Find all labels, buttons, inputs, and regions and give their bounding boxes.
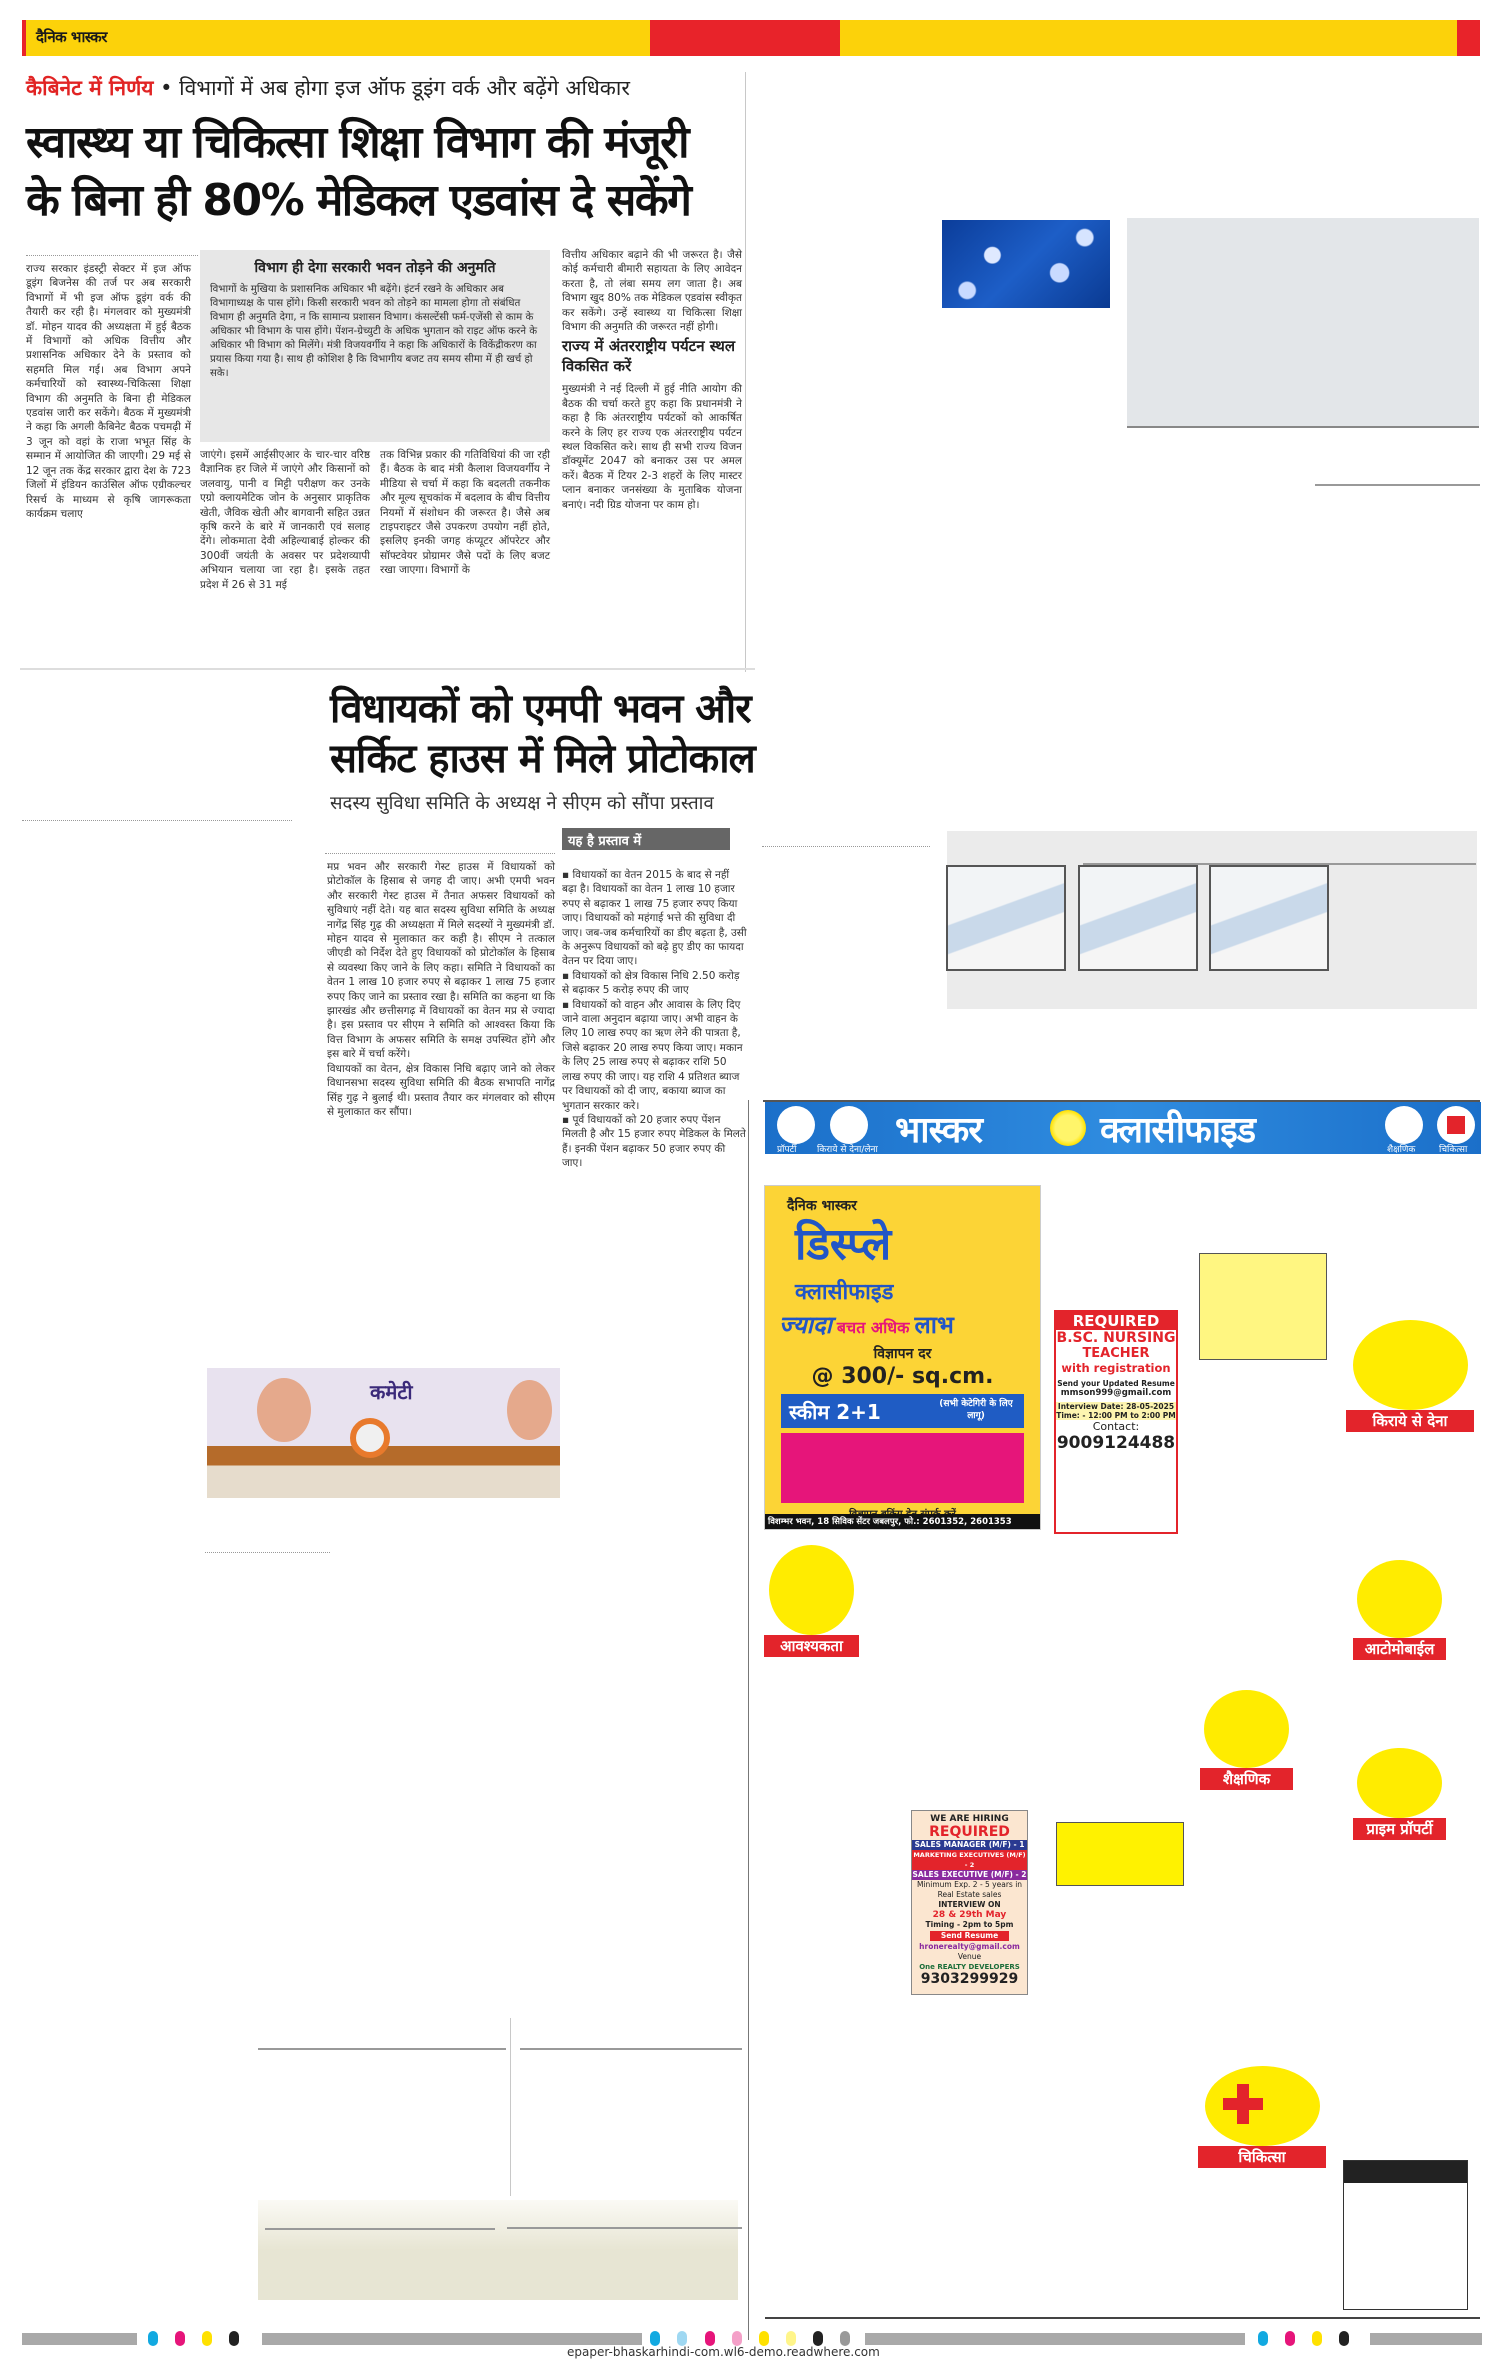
proposal-item: ▪ विधायकों को क्षेत्र विकास निधि 2.50 करोड़ से बढ़ाकर 5 करोड़ रुपए की जाए <box>562 969 740 997</box>
cyan-mark <box>148 2331 158 2346</box>
masthead-title: दैनिक भास्कर <box>36 28 107 46</box>
gray-rule <box>258 2048 506 2050</box>
hiring-ad[interactable] <box>911 1810 1028 1995</box>
category-requirement[interactable] <box>764 1545 859 1657</box>
story1-column-1: राज्य सरकार इंडस्ट्री सेक्टर में इज ऑफ डूइंग बिजनेस की तर्ज पर अब सरकारी विभागों में भी इज ऑफ डूइंग वर्क की तैयारी कर रही है। मंगलवार को मुख्यमंत्री डॉ. मोहन यादव की अध्यक्षता में हुई बैठक में विभागों को अधिक वित्तीय और प्रशासनिक अधिकार देने के प्रस्ताव को सहमति मिल गई। अब विभाग अपने कर्मचारियों को स्वास्थ्य-चिकित्सा शिक्षा विभाग की अनुमति के बिना ही मेडिकल एडवांस जारी कर सकेंगे। बैठक में मुख्यमंत्री ने कहा कि अगली कैबिनेट बैठक पचमढ़ी में 3 जून को वहां के राजा भभूत सिंह के सम्मान में आयोजित की जाएगी। 29 मई से 12 जून तक केंद्र सरकार द्वारा देश के 723 जिलों में इंडियन काउंसिल ऑफ एग्रीकल्चर रिसर्च के माध्यम से कृषि जागरूकता कार्यक्रम चलाए <box>26 263 191 520</box>
ad-email[interactable]: mmson999@gmail.com <box>1060 1388 1172 1398</box>
category-label: किराये से देना <box>1346 1410 1474 1432</box>
light-magenta-mark <box>732 2331 742 2346</box>
ad-phone[interactable]: 9303299929 <box>920 1971 1019 1987</box>
comic-panel-2 <box>1078 865 1198 971</box>
house-icon <box>1357 1748 1442 1818</box>
category-prime-property[interactable] <box>1353 1748 1446 1840</box>
dotted-separator <box>205 1552 330 1553</box>
column-divider <box>510 2018 511 2196</box>
ad-send-resume: Send Resume <box>930 1931 1009 1941</box>
story1-bottom-rule <box>20 668 755 670</box>
ad-timing: Timing - 2pm to 5pm <box>925 1920 1014 1929</box>
classified-title-left: भास्कर <box>895 1110 983 1151</box>
banner-icon-label: शैक्षणिक <box>1387 1145 1416 1155</box>
car-icon <box>1357 1560 1442 1638</box>
ad-interview: Interview Date: 28-05-2025 <box>1057 1402 1175 1411</box>
ad-interview: INTERVIEW ON <box>938 1900 1001 1909</box>
story1-column-3: तक विभिन्न प्रकार की गतिविधियां की जा रही हैं। बैठक के बाद मंत्री कैलाश विजयवर्गीय ने मीडिया से चर्चा में कहा कि बदलती तकनीक और मूल्य सूचकांक में बदलाव के बीच वित्तीय नियमों में संशोधन की जरूरत है। जैसे अब टाइपराइटर जैसे उपकरण उपयोग नहीं होते, इसलिए इनकी जगह कंप्यूटर ऑपरेटर और सॉफ्टवेयर प्रोग्रामर जैसे पदों के लिए बजट रखा जाएगा। विभागों के <box>380 449 550 577</box>
story1-column-2: जाएंगे। इसमें आईसीएआर के चार-चार वरिष्ठ वैज्ञानिक हर जिले में जाएंगे और किसानों को जलवायु, पानी व मिट्टी परीक्षण कर उनके एग्रो क्लायमेटिक जोन के अनुसार प्राकृतिक खेती, जैविक खेती और बागवानी सहित उन्नत कृषि करने के बारे में जानकारी एवं सलाह देंगे। लोकमाता देवी अहिल्याबाई होल्कर की 300वीं जयंती के अवसर पर प्रदेशव्यापी अभियान चलाया जा रहा है। इसके तहत प्रदेश में 26 से 31 मई <box>200 449 370 591</box>
headline-line-2: के बिना ही 80% मेडिकल एडवांस दे सकेंगे <box>26 175 691 226</box>
ad-rate: @ 300/- sq.cm. <box>811 1364 994 1389</box>
yellow-mark <box>759 2331 769 2346</box>
yellow-ad-slot <box>1056 1822 1184 1886</box>
light-cyan-mark <box>677 2331 687 2346</box>
category-label: प्राइम प्रॉपर्टी <box>1353 1818 1446 1840</box>
ad-scheme-band <box>781 1394 1024 1428</box>
story2-body-para-2: विधायकों का वेतन, क्षेत्र विकास निधि बढ़ाए जाने को लेकर विधानसभा सदस्य सुविधा समिति की बैठक सभापति नागेंद्र सिंह गुढ़ ने बुलाई थी। प्रस्ताव तैयार कर मंगलवार को सीएम से मुलाकात कर सौंपा। <box>327 1062 555 1118</box>
ad-title: डिस्प्ले <box>795 1219 892 1270</box>
comic-panel-1 <box>946 865 1066 971</box>
category-label: आटोमोबाईल <box>1353 1638 1446 1660</box>
frame-header <box>1344 2161 1467 2183</box>
ad-scheme: स्कीम 2+1 <box>789 1400 881 1424</box>
dotted-separator <box>762 846 930 847</box>
ad-contact-label: Contact: <box>1092 1420 1140 1433</box>
story2-deck: सदस्य सुविधा समिति के अध्यक्ष ने सीएम को सौंपा प्रस्ताव <box>330 793 714 814</box>
ad-subtitle: क्लासीफाइड <box>795 1280 894 1305</box>
tagline-part: बचत अधिक <box>836 1318 910 1337</box>
masthead-red-block-right <box>1457 20 1480 56</box>
ad-brand: दैनिक भास्कर <box>787 1198 857 1214</box>
medical-kit-icon <box>1437 1106 1475 1144</box>
ad-line: with registration <box>1061 1361 1171 1375</box>
kicker-label: कैबिनेट में निर्णय <box>26 76 154 100</box>
headline-line-2: सर्किट हाउस में मिले प्रोटोकाल <box>330 736 755 782</box>
photo-banner-text: कमेटी <box>370 1380 413 1404</box>
light-yellow-mark <box>786 2331 796 2346</box>
ad-line: Send your Updated Resume <box>1057 1379 1175 1388</box>
dotted-separator <box>325 853 555 854</box>
gray-rule <box>520 2048 742 2050</box>
black-mark <box>813 2331 823 2346</box>
classified-title-right: क्लासीफाइड <box>1100 1110 1256 1151</box>
story2-headline[interactable] <box>330 684 755 784</box>
comic-panel-3 <box>1209 865 1329 971</box>
stethoscope-icon <box>1205 2066 1320 2146</box>
classified-banner <box>765 1102 1481 1154</box>
virus-image <box>942 220 1110 308</box>
ad-line: WE ARE HIRING <box>930 1814 1009 1824</box>
dotted-separator <box>22 820 292 821</box>
ad-pink-box <box>781 1433 1024 1503</box>
briefcase-icon <box>769 1545 854 1635</box>
ad-header: REQUIRED <box>1056 1312 1176 1330</box>
classified-bottom-rule <box>765 2317 1480 2319</box>
ad-scheme-note: (सभी केटेगिरी के लिए लागू) <box>939 1399 1013 1421</box>
photo-face <box>507 1380 552 1440</box>
cyan-mark <box>1258 2331 1268 2346</box>
black-mark <box>1339 2331 1349 2346</box>
registration-bar <box>262 2333 642 2345</box>
ad-phone[interactable]: 9009124488 <box>1056 1433 1176 1453</box>
nursing-teacher-ad[interactable] <box>1054 1310 1178 1534</box>
category-label: चिकित्सा <box>1198 2146 1326 2168</box>
yellow-mark <box>202 2331 212 2346</box>
category-automobile[interactable] <box>1353 1560 1446 1660</box>
registration-bar <box>865 2333 1245 2345</box>
proposal-item: ▪ विधायकों को वाहन और आवास के लिए दिए जाने वाला अनुदान बढ़ाया जाए। अभी वाहन के लिए 10 लाख रुपए का ऋण लेने की पात्रता है, जिसे बढ़ाकर 20 लाख रुपए किया जाए। मकान के लिए 25 लाख रुपए से बढ़ाकर राशि 50 लाख रुपए की जाए। यह राशि 4 प्रतिशत ब्याज पर विधायकों को दी जाए, बकाया ब्याज का भुगतान सरकार करे। <box>562 998 743 1112</box>
ad-company: One REALTY DEVELOPERS <box>919 1963 1020 1971</box>
column-divider <box>745 72 746 672</box>
proposal-item: ▪ विधायकों का वेतन 2015 के बाद से नहीं बढ़ा है। विधायकों का वेतन 1 लाख 10 हजार रुपए से बढ़ाकर 1 लाख 75 हजार रुपए किया जाए। विधायकों को महंगाई भत्ते की सुविधा दी जाए। जब-जब कर्मचारियों का डीए बढ़ता है, उसी के अनुरूप विधायकों को बढ़े हुए डीए का फायदा वेतन पर दिया जाए। <box>562 869 747 968</box>
ad-address: विशम्भर भवन, 18 सिविक सेंटर जबलपुर, फो.: 2601352, 2601353 <box>765 1514 1040 1529</box>
story1-kicker <box>26 74 630 102</box>
graduation-icon <box>1385 1106 1423 1144</box>
footer-url[interactable]: epaper-bhaskarhindi-com.wl6-demo.readwhere.com <box>567 2345 880 2359</box>
ad-line: B.SC. NURSING <box>1056 1330 1176 1346</box>
tagline-part: लाभ <box>914 1311 954 1339</box>
story1-column-4 <box>562 248 742 512</box>
yellow-mark <box>1312 2331 1322 2346</box>
cyan-mark <box>650 2331 660 2346</box>
story2-body-para-1: मप्र भवन और सरकारी गेस्ट हाउस में विधायकों को प्रोटोकॉल के हिसाब से जगह दी जाए। अभी एमपी भवन और सरकारी गेस्ट हाउस में तैनात अफसर विधायकों को सुविधाएं नहीं देते। यह बात सदस्य सुविधा समिति के अध्यक्ष नागेंद्र सिंह गुढ़ की अध्यक्षता में मिले सदस्यों ने मुख्यमंत्री डॉ. मोहन यादव से मुलाकात कर कही है। सीएम ने तत्काल जीएडी को निर्देश देते हुए विधायकों को प्रोटोकॉल के हिसाब से व्यवस्था किए जाने के लिए कहा। समिति ने विधायकों का वेतन 1 लाख 10 हजार रुपए से बढ़ाकर 1 लाख 75 हजार रुपए किए जाने का प्रस्ताव रखा है। समिति का कहना था कि झारखंड और छत्तीसगढ़ में विधायकों का वेतन मप्र से ज्यादा है। इस प्रस्ताव पर सीएम ने समिति को आश्वस्त किया कि वित्त विभाग के अफसर समिति के समक्ष उपस्थित होंगे और इस बारे में चर्चा करेंगे। <box>327 861 555 1061</box>
ad-rate-label: विज्ञापन दर <box>873 1346 932 1362</box>
story2-body <box>327 860 555 1119</box>
ad-venue: Venue <box>957 1952 982 1961</box>
photo-face <box>257 1378 311 1442</box>
proposal-header: यह है प्रस्ताव में <box>562 828 730 850</box>
gray-rule <box>1315 484 1480 486</box>
category-medical[interactable] <box>1198 2066 1326 2168</box>
house-icon <box>777 1106 815 1144</box>
ad-role: SALES MANAGER (M/F) - 1 <box>912 1840 1027 1850</box>
tagline-part: ज्यादा <box>779 1311 832 1339</box>
column-4-top-text: वित्तीय अधिकार बढ़ाने की भी जरूरत है। जैसे कोई कर्मचारी बीमारी सहायता के लिए आवेदन करता है, तो लंबा समय लग जाता है। अब विभाग खुद 80% तक मेडिकल एडवांस स्वीकृत कर सकेंगे। उन्हें स्वास्थ्य या चिकित्सा शिक्षा विभाग की अनुमति की जरूरत नहीं होगी। <box>562 249 742 334</box>
rent-house-icon <box>830 1106 868 1144</box>
column-4-bottom-text: मुख्यमंत्री ने नई दिल्ली में हुई नीति आयोग की बैठक की चर्चा करते हुए कहा कि प्रधानमंत्री ने कहा है कि अंतरराष्ट्रीय पर्यटकों को आकर्षित करने के लिए हर राज्य एक अंतरराष्ट्रीय पर्यटन स्थल विकसित करे। साथ ही सभी राज्य विजन डॉक्यूमेंट 2047 को बनाकर उस पर अमल करें। बैठक में टियर 2-3 शहरों के लिए मास्टर प्लान बनाकर जनसंख्या के मुताबिक योजना बनाएं। नदी ग्रिड योजना पर काम हो। <box>562 383 742 511</box>
ad-line: TEACHER <box>1082 1346 1150 1361</box>
black-mark <box>229 2331 239 2346</box>
gray-rule <box>265 2228 495 2230</box>
ad-dates: 28 & 29th May <box>932 1910 1007 1920</box>
story1-sidebar-box <box>200 250 550 442</box>
yellow-ad-slot <box>1199 1253 1327 1360</box>
ad-tagline <box>779 1308 954 1341</box>
sun-logo-icon <box>1050 1110 1086 1146</box>
masthead-red-block <box>650 20 840 56</box>
proposal-list <box>562 868 747 1171</box>
category-rent[interactable] <box>1346 1320 1474 1432</box>
banner-icon-label: चिकित्सा <box>1439 1145 1468 1155</box>
story1-headline[interactable] <box>26 114 690 230</box>
ad-line: REQUIRED <box>929 1824 1010 1840</box>
graduation-cap-icon <box>1204 1690 1289 1768</box>
empty-ad-frame <box>1343 2160 1468 2310</box>
cream-panel <box>258 2200 738 2300</box>
magenta-mark <box>1285 2331 1295 2346</box>
headline-line-1: विधायकों को एमपी भवन और <box>330 686 751 732</box>
proposal-item: ▪ पूर्व विधायकों को 20 हजार रुपए पेंशन मिलती है और 15 हजार रुपए मेडिकल के मिलते हैं। इनकी पेंशन बढ़ाकर 50 हजार रुपए की जाए। <box>562 1113 746 1170</box>
kicker-text: • विभागों में अब होगा इज ऑफ डूइंग वर्क और बढ़ेंगे अधिकार <box>160 76 630 100</box>
magenta-mark <box>175 2331 185 2346</box>
magenta-mark <box>705 2331 715 2346</box>
ad-time: Time: - 12:00 PM to 2:00 PM <box>1056 1411 1176 1420</box>
ad-role: MARKETING EXECUTIVES (M/F) - 2 <box>913 1851 1026 1869</box>
gray-rule <box>507 2227 742 2229</box>
ad-role: SALES EXECUTIVE (M/F) - 2 <box>912 1870 1027 1879</box>
headline-line-1: स्वास्थ्य या चिकित्सा शिक्षा विभाग की मंजूरी <box>26 117 689 168</box>
section-divider <box>748 1100 749 2340</box>
display-classified-ad[interactable] <box>764 1185 1041 1530</box>
category-label: शैक्षणिक <box>1200 1768 1293 1790</box>
banner-icon-label: किराये से देना/लेना <box>817 1145 878 1155</box>
ad-experience: Minimum Exp. 2 - 5 years in Real Estate sales <box>916 1880 1023 1899</box>
ad-email[interactable]: hronerealty@gmail.com <box>919 1942 1020 1951</box>
category-education[interactable] <box>1200 1690 1293 1790</box>
story1-subhead: राज्य में अंतरराष्ट्रीय पर्यटन स्थल विकसित करें <box>562 337 736 376</box>
torn-paper-graphic <box>1127 218 1479 428</box>
category-label: आवश्यकता <box>764 1635 859 1657</box>
sidebar-box-text: विभागों के मुखिया के प्रशासनिक अधिकार भी बढ़ेंगे। इंटर्न रखने के अधिकार अब विभागाध्यक्ष के पास होंगे। किसी सरकारी भवन को तोड़ने का मामला होगा तो संबंधित विभाग ही अनुमति देगा, न कि सामान्य प्रशासन विभाग। कंसल्टेंसी फर्म-एजेंसी से काम के अधिकार भी विभाग के पास होंगे। पेंशन-ग्रेच्युटी के अधिक भुगतान को राइट ऑफ करने के अधिकार भी विभाग को मिलेंगे। मंत्री विजयवर्गीय ने कहा कि अधिकारों के विकेंद्रीकरण का प्रयास किया गया है। साथ ही कोशिश है कि विभागीय बजट तय समय सीमा में ही खर्च हो सके। <box>210 284 538 379</box>
registration-bar <box>22 2333 137 2345</box>
rent-house-icon <box>1353 1320 1468 1410</box>
banner-icon-label: प्रॉपर्टी <box>777 1145 797 1155</box>
dotted-separator <box>26 255 198 256</box>
sidebar-box-title: विभाग ही देगा सरकारी भवन तोड़ने की अनुमति <box>254 260 496 276</box>
registration-bar <box>1370 2333 1482 2345</box>
party-hand-symbol <box>350 1418 390 1458</box>
gray-mark <box>840 2331 850 2346</box>
